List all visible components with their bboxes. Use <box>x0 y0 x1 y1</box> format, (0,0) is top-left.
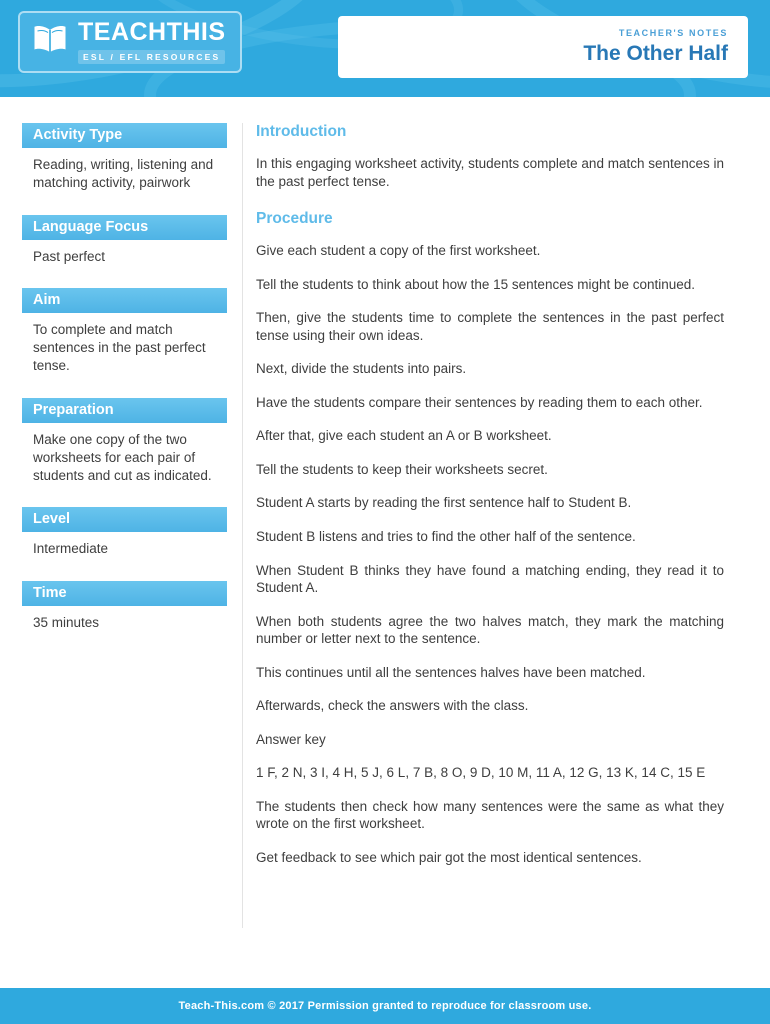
sidebar-section-text: To complete and match sentences in the past perfect tense. <box>33 322 206 374</box>
procedure-step: Afterwards, check the answers with the class. <box>256 698 529 714</box>
book-icon <box>32 24 68 61</box>
procedure-step: Next, divide the students into pairs. <box>256 361 467 377</box>
sidebar-section-language-focus <box>22 215 227 266</box>
procedure-step: The students then check how many sentences were the same as what they wrote on the first worksheet. <box>256 798 724 832</box>
teachthis-logo <box>18 11 242 73</box>
logo-title: TEACHTHIS <box>78 18 226 46</box>
main-content <box>256 123 748 963</box>
procedure-step: Have the students compare their sentences by reading them to each other. <box>256 394 703 410</box>
sidebar-section-text: 35 minutes <box>33 615 100 631</box>
procedure-step: Tell the students to think about how the 15 sentences might be continued. <box>256 276 696 292</box>
sidebar-section-text: Intermediate <box>33 541 109 557</box>
answer-key-label: Answer key <box>256 731 326 747</box>
procedure-step: Get feedback to see which pair got the most identical sentences. <box>256 850 642 866</box>
procedure-step: Then, give the students time to complete the sentences in the past perfect tense using their own ideas. <box>256 310 724 343</box>
footer-text: Teach-This.com © 2017 Permission granted to reproduce for classroom use. <box>178 1000 592 1012</box>
procedure-step: After that, give each student an A or B worksheet. <box>256 428 552 444</box>
sidebar-section-text: Past perfect <box>33 248 106 264</box>
sidebar-section-header: Preparation <box>22 398 227 423</box>
sidebar-section-header: Aim <box>22 288 227 313</box>
sidebar-section-preparation <box>22 398 227 484</box>
sidebar <box>22 123 227 963</box>
sidebar-section-header: Level <box>22 507 227 532</box>
title-card <box>338 16 748 78</box>
teachers-notes-label: TEACHER'S NOTES <box>618 28 728 38</box>
procedure-step: Student B listens and tries to find the other half of the sentence. <box>256 529 636 545</box>
sidebar-section-header: Time <box>22 581 227 606</box>
column-divider <box>242 123 243 928</box>
sidebar-section-header: Activity Type <box>22 123 227 148</box>
introduction-paragraph: In this engaging worksheet activity, students complete and match sentences in the past perfect tense. <box>256 156 725 189</box>
procedure-step: When Student B thinks they have found a matching ending, they read it to Student A. <box>256 562 724 596</box>
procedure-step: This continues until all the sentences halves have been matched. <box>256 664 646 680</box>
introduction-heading: Introduction <box>256 123 347 140</box>
header-banner <box>0 0 770 97</box>
footer-bar <box>0 988 770 1024</box>
procedure-heading: Procedure <box>256 210 333 228</box>
procedure-step: Student A starts by reading the first sentence half to Student B. <box>256 495 632 511</box>
content-area <box>0 97 770 963</box>
procedure-step: When both students agree the two halves match, they mark the matching number or letter next to the sentence. <box>256 613 724 647</box>
document-title: The Other Half <box>583 42 728 65</box>
sidebar-section-header: Language Focus <box>22 215 227 240</box>
sidebar-section-activity-type <box>22 123 227 192</box>
sidebar-section-aim <box>22 288 227 374</box>
logo-subtitle: ESL / EFL RESOURCES <box>78 50 225 64</box>
sidebar-section-text: Reading, writing, listening and matching activity, pairwork <box>33 157 214 190</box>
sidebar-section-time <box>22 581 227 632</box>
answer-key-values: 1 F, 2 N, 3 I, 4 H, 5 J, 6 L, 7 B, 8 O, 9 D, 10 M, 11 A, 12 G, 13 K, 14 C, 15 E <box>256 765 706 781</box>
sidebar-section-level <box>22 507 227 558</box>
procedure-step: Give each student a copy of the first worksheet. <box>256 243 541 259</box>
procedure-step: Tell the students to keep their worksheets secret. <box>256 461 548 477</box>
sidebar-section-text: Make one copy of the two worksheets for each pair of students and cut as indicated. <box>33 431 212 483</box>
